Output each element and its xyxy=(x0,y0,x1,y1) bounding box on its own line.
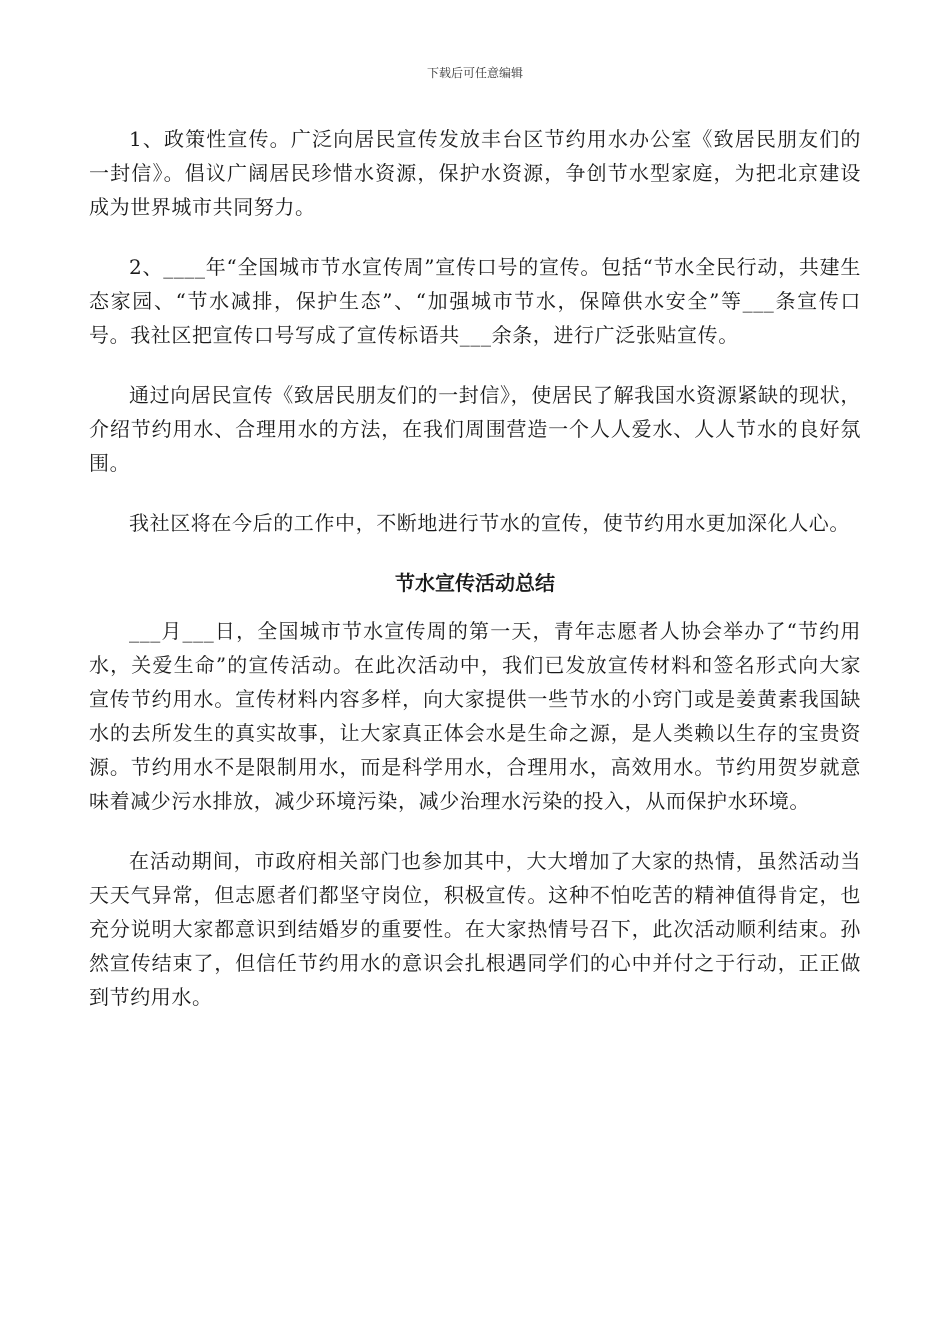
section-title: 节水宣传活动总结 xyxy=(395,571,555,595)
document-body xyxy=(89,122,861,1040)
paragraph-activity-conclusion: 在活动期间，市政府相关部门也参加其中，大大增加了大家的热情，虽然活动当天天气异常，但志愿者们都坚守岗位，积极宣传。这种不怕吃苦的精神值得肯定，也充分说明大家都意识到结婚岁的重要性。在大家热情号召下，此次活动顺利结束。孙然宣传结束了，但信任节约用水的意识会扎根遇同学们的心中并付之于行动，正正做到节约用水。 xyxy=(89,849,861,1009)
paragraph-future-work: 我社区将在今后的工作中，不断地进行节水的宣传，使节约用水更加深化人心。 xyxy=(129,511,850,535)
paragraph-activity-summary: ___月___日，全国城市节水宣传周的第一天，青年志愿者人协会举办了“节约用水，关爱生命”的宣传活动。在此次活动中，我们已发放宣传材料和签名形式向大家宣传节约用水。宣传材料内容多样，向大家提供一些节水的小窍门或是姜黄素我国缺水的去所发生的真实故事，让大家真正体会水是生命之源，是人类赖以生存的宝贵资源。节约用水不是限制用水，而是科学用水，合理用水，高效用水。节约用贺岁就意味着减少污水排放，减少环境污染，减少治理水污染的投入，从而保护水环境。 xyxy=(89,619,861,813)
paragraph-slogan-publicity: 2、____年“全国城市节水宣传周”宣传口号的宣传。包括“节水全民行动，共建生态家园、“节水减排，保护生态”、“加强城市节水，保障供水安全”等___条宣传口号。我社区把宣传口号写成了宣传标语共___余条，进行广泛张贴宣传。 xyxy=(89,255,861,347)
paragraph-policy-publicity: 1、政策性宣传。广泛向居民宣传发放丰台区节约用水办公室《致居民朋友们的一封信》。倡议广阔居民珍惜水资源，保护水资源，争创节水型家庭，为把北京建设成为世界城市共同努力。 xyxy=(89,127,861,219)
paragraph-letter-publicity: 通过向居民宣传《致居民朋友们的一封信》，使居民了解我国水资源紧缺的现状，介绍节约用水、合理用水的方法，在我们周围营造一个人人爱水、人人节水的良好氛围。 xyxy=(89,383,861,475)
page-header: 下载后可任意编辑 xyxy=(426,66,523,80)
